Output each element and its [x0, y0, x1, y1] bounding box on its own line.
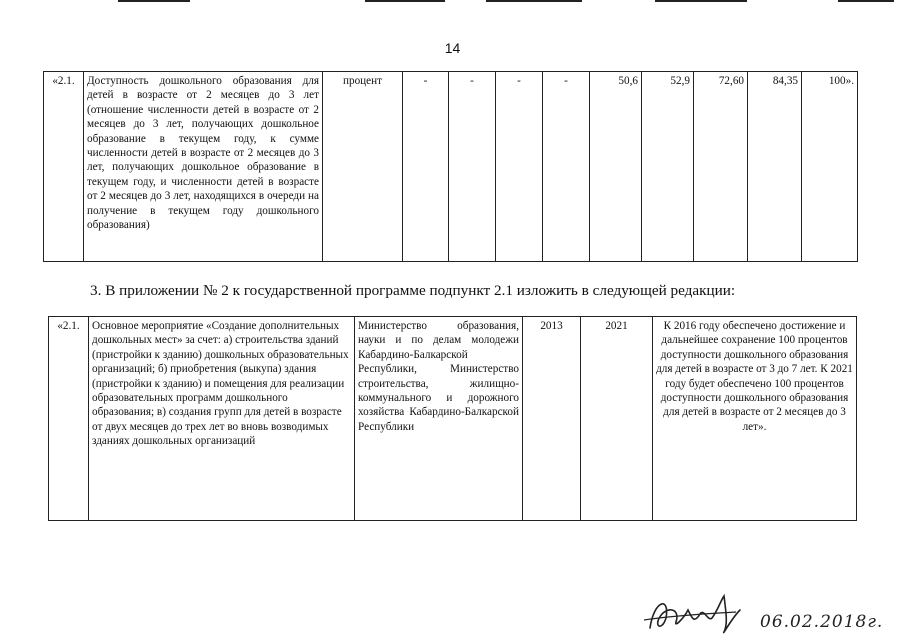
result-cell: К 2016 году обеспечено достижение и дальнейшее сохранение 100 процентов доступности дошкольного образования для детей в возрасте от 3 до 7 лет. К 2021 году будет обеспечено 100 процентов доступности дошкольного образования для детей в возрасте от 2 месяцев до 3 лет».	[653, 317, 857, 521]
row-index: «2.1.	[44, 72, 84, 262]
unit-cell: процент	[323, 72, 403, 262]
indicator-name: Доступность дошкольного образования для детей в возрасте от 2 месяцев до 3 лет (отношение численности детей в возрасте от 2 месяцев до 3 лет, получающих дошкольное образование в текущем году, к сумме численности детей в возрасте от 2 месяцев до 3 лет, получающих дошкольное образование в текущем году, и численности детей в возрасте от 2 месяцев до 3 лет, находящихся в очереди на получение в текущем году дошкольного образования)	[84, 72, 323, 262]
value-cell: 52,9	[642, 72, 694, 262]
value-cell: 72,60	[694, 72, 748, 262]
executor-cell: Министерство образования, науки и по делам молодежи Кабардино-Балкарской Республики, Министерство строительства, жилищно-коммунального и дорожного хозяйства Кабардино-Балкарской Республики	[355, 317, 523, 521]
table-row	[49, 317, 857, 521]
event-description: Основное мероприятие «Создание дополнительных дошкольных мест» за счет: а) строительства зданий (пристройки к зданию) дошкольных образовательных организаций; б) приобретения (выкупа) здания (пристройки к зданию) и помещения для реализации образовательных программ дошкольного образования; в) создания групп для детей в возрасте от двух месяцев до трех лет во вновь возводимых зданиях дошкольных организаций	[89, 317, 355, 521]
header-rule	[365, 0, 445, 2]
end-year-cell: 2021	[581, 317, 653, 521]
signature-date: 06.02.2018г.	[760, 612, 884, 632]
value-cell: -	[449, 72, 496, 262]
table-row	[44, 72, 858, 262]
header-rule	[838, 0, 894, 2]
section-caption: 3. В приложении № 2 к государственной программе подпункт 2.1 изложить в следующей редакции:	[90, 282, 736, 299]
header-rule	[486, 0, 582, 2]
value-cell: -	[543, 72, 590, 262]
header-rule	[655, 0, 747, 2]
value-cell: -	[403, 72, 449, 262]
measures-table	[48, 316, 857, 521]
value-cell: 50,6	[590, 72, 642, 262]
value-cell: -	[496, 72, 543, 262]
header-rule	[118, 0, 190, 2]
page-number: 14	[444, 40, 461, 56]
value-cell: 84,35	[748, 72, 802, 262]
start-year-cell: 2013	[523, 317, 581, 521]
indicator-table	[43, 71, 858, 262]
row-index: «2.1.	[49, 317, 89, 521]
value-cell: 100».	[802, 72, 858, 262]
